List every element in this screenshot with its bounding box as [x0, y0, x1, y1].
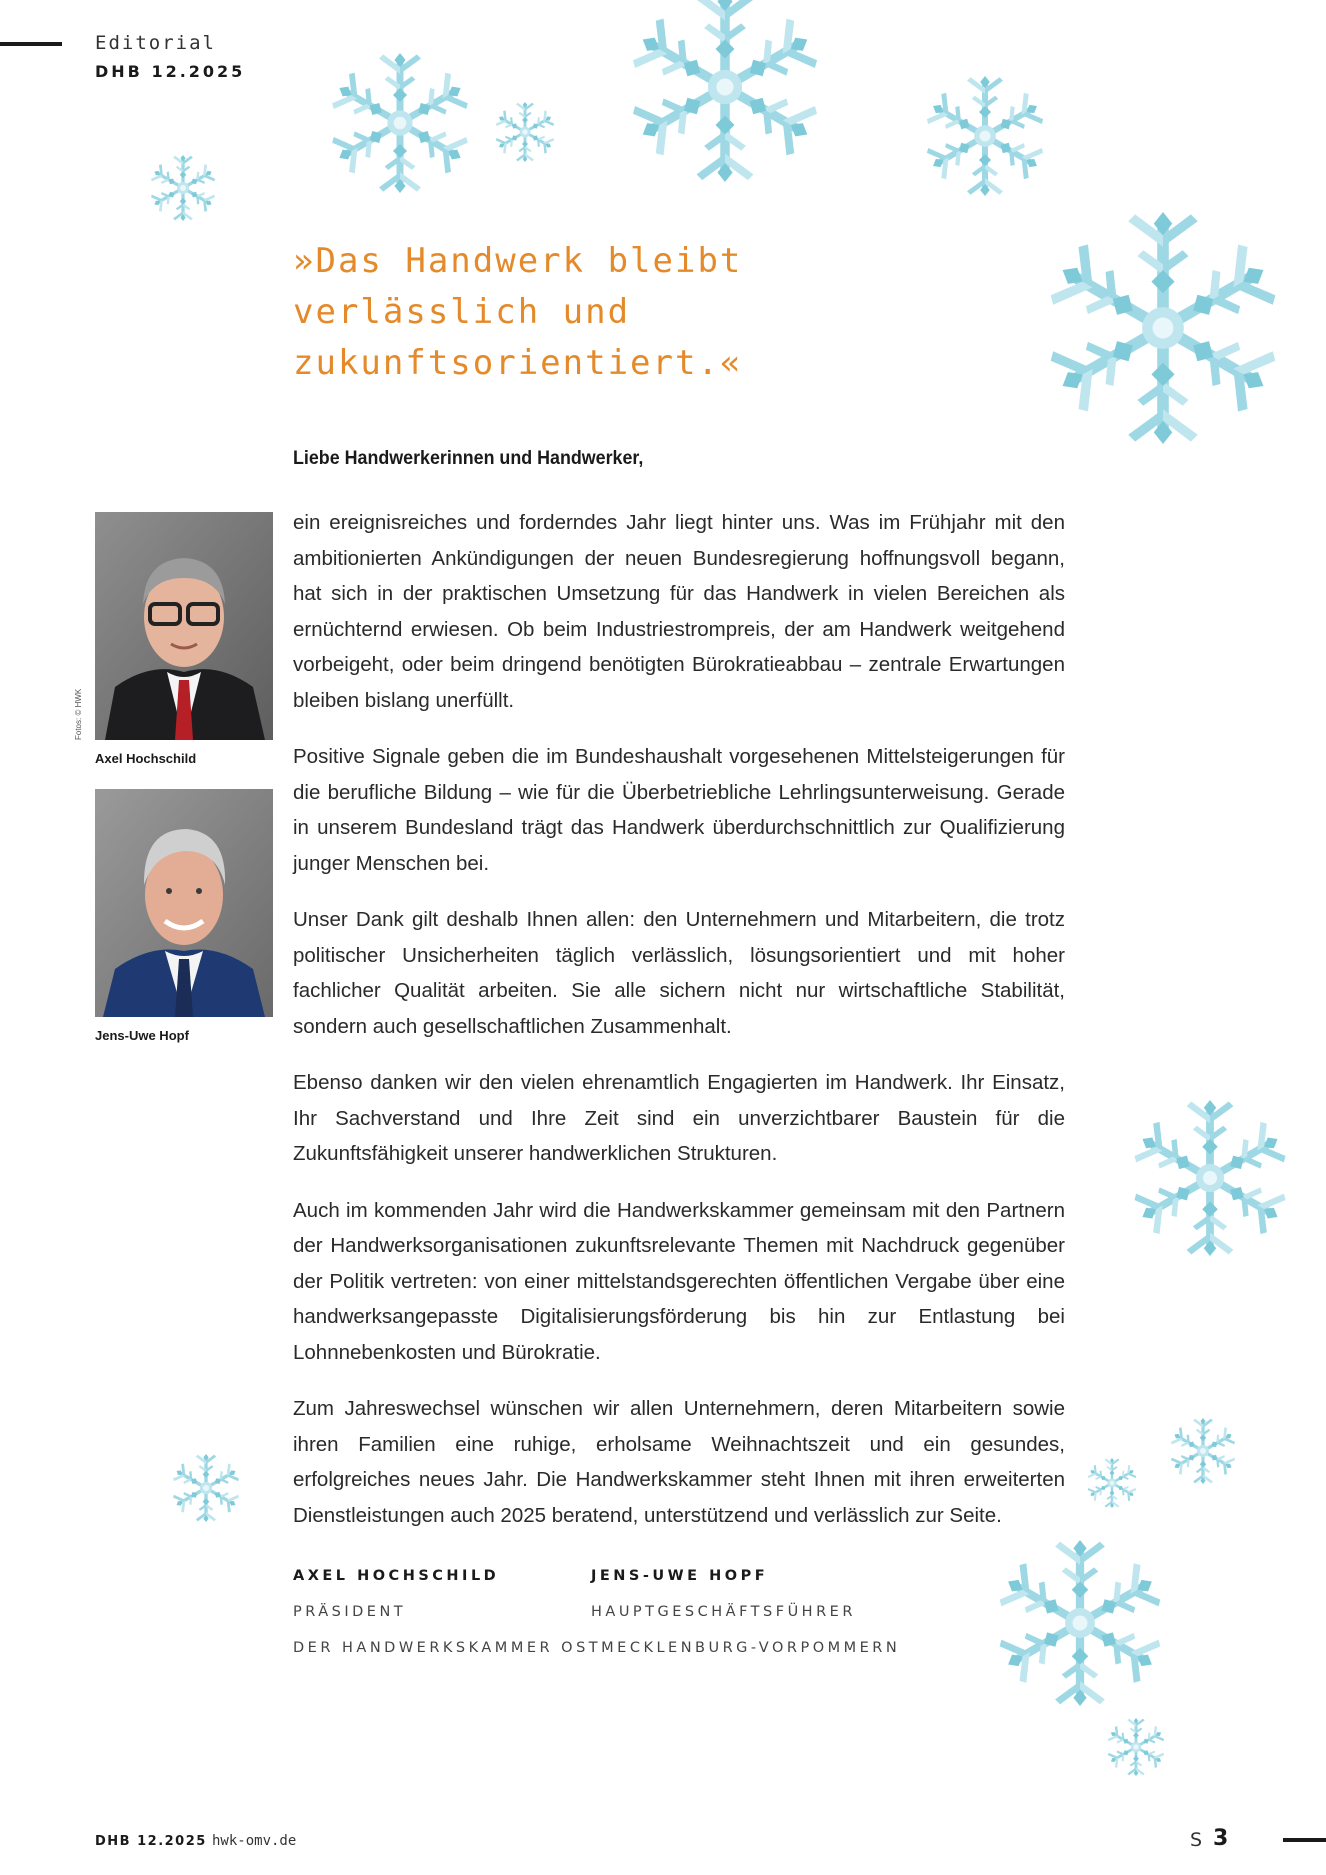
letter-paragraph: Positive Signale geben die im Bundeshaushalt vorgesehenen Mittelsteigerungen für die berufliche Bildung – wie für die Überbetriebliche Lehrlingsunterweisung. Gerade in unserem Bundesland trägt das Handwerk überdurchschnittlich zur Qualifizierung junger Menschen bei. [293, 745, 1065, 875]
snowflake-icon [1087, 1458, 1137, 1508]
snowflake-icon [997, 1540, 1163, 1706]
snowflake-icon [1170, 1418, 1236, 1484]
signature-organization: DER HANDWERKSKAMMER OSTMECKLENBURG-VORPOMMERN [293, 1640, 901, 1656]
pull-quote-line: zukunftsorientiert.« [293, 343, 743, 383]
issue-label: DHB 12.2025 [95, 62, 246, 81]
pull-quote [293, 236, 943, 389]
snowflake-icon [172, 1454, 240, 1522]
photo-caption: Jens-Uwe Hopf [95, 1028, 189, 1043]
letter-paragraph: Auch im kommenden Jahr wird die Handwerkskammer gemeinsam mit den Partnern der Handwerksorganisationen zukunftsrelevante Themen mit Nachdruck gegenüber der Politik vertreten: von einer mittelstandsgerechten öffentlichen Vergabe über eine handwerksangepasste Digitalisierungsförderung bis hin zur Entlastung bei Lohnnebenkosten und Bürokratie. [293, 1198, 1065, 1364]
portrait-jens-uwe-hopf [95, 789, 273, 1017]
signature-name-1: AXEL HOCHSCHILD [293, 1568, 500, 1584]
pull-quote-line: verlässlich und [293, 292, 631, 332]
snowflake-icon [150, 155, 216, 221]
snowflake-icon [1107, 1718, 1165, 1776]
letter-paragraph: Unser Dank gilt deshalb Ihnen allen: den Unternehmern und Mitarbeitern, die trotz politischer Unsicherheiten täglich verlässlich, lösungsorientiert und mit hoher fachlicher Qualität arbeiten. Sie alle sichern nicht nur wirtschaftliche Stabilität, sondern auch gesellschaftlichen Zusammenhalt. [293, 908, 1065, 1038]
snowflake-icon [1132, 1100, 1288, 1256]
snowflake-icon [925, 76, 1045, 196]
signature-name-2: JENS-UWE HOPF [591, 1568, 769, 1584]
portrait-axel-hochschild [95, 512, 273, 740]
footer-issue: DHB 12.2025 [95, 1834, 207, 1849]
pull-quote-line: »Das Handwerk bleibt [293, 241, 743, 281]
letter-paragraph: Zum Jahreswechsel wünschen wir allen Unternehmern, deren Mitarbeitern sowie ihren Familien eine ruhige, erholsame Weihnachtszeit und ein gesundes, erfolgreiches neues Jahr. Die Handwerkskammer steht Ihnen mit ihren erweiterten Dienstleistungen auch 2025 beratend, unterstützend und verlässlich zur Seite. [293, 1397, 1065, 1527]
footer-website-link[interactable]: hwk-omv.de [212, 1833, 297, 1849]
photo-caption: Axel Hochschild [95, 751, 197, 766]
signature-role-1: PRÄSIDENT [293, 1604, 407, 1620]
snowflake-icon [1047, 212, 1279, 444]
letter-paragraph: Ebenso danken wir den vielen ehrenamtlich Engagierten im Handwerk. Ihr Einsatz, Ihr Sachverstand und Ihre Zeit sind ein unverzichtbarer Baustein für die Zukunftsfähigkeit unserer handwerklichen Strukturen. [293, 1071, 1065, 1165]
snowflake-icon [330, 53, 470, 193]
page-label: S [1190, 1829, 1203, 1851]
letter-greeting: Liebe Handwerkerinnen und Handwerker, [293, 448, 644, 469]
snowflake-icon [495, 102, 555, 162]
letter-paragraph: ein ereignisreiches und forderndes Jahr liegt hinter uns. Was im Frühjahr mit den ambitionierten Ankündigungen der neuen Bundesregierung hoffnungsvoll begann, hat sich in der praktischen Umsetzung für das Handwerk in vielen Bereichen als ernüchternd erwiesen. Ob beim Industriestrompreis, der am Handwerk weitgehend vorbeigeht, oder beim dringend benötigten Bürokratieabbau – zentrale Erwartungen bleiben bislang unerfüllt. [293, 511, 1065, 712]
letter-body [293, 505, 1065, 1554]
footer-rule-right [1283, 1838, 1326, 1842]
photo-credit: Fotos: © HWK [74, 688, 83, 740]
page-number: 3 [1213, 1826, 1229, 1851]
snowflake-icon [630, 0, 820, 182]
section-label: Editorial [95, 32, 216, 54]
header-rule-left [0, 42, 62, 46]
signature-role-2: HAUPTGESCHÄFTSFÜHRER [591, 1604, 856, 1620]
